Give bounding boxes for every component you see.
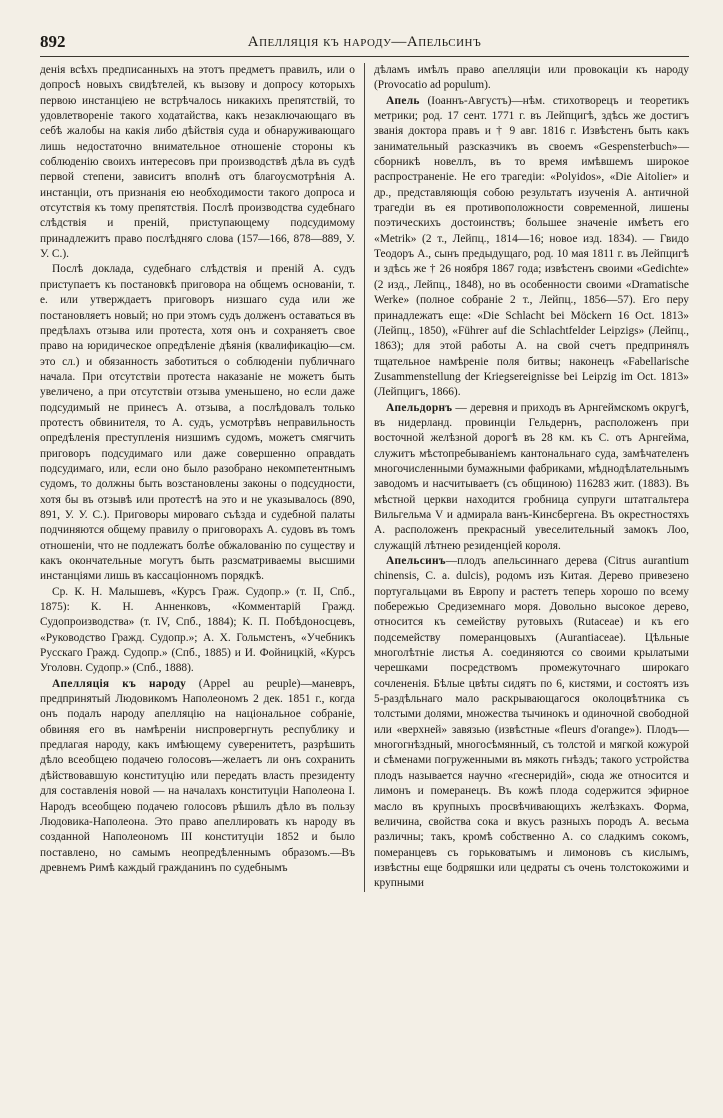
entry-text: — деревня и приходъ въ Арнгеймскомъ округѣ, въ нидерланд. провинціи Гельдернъ, расположенъ при восточной желѣзной дорогѣ въ 28 км. къ С. отъ Арнгейма, служитъ мѣстопребываніемъ кантональнаго суда, замѣчателенъ многочисленными бумажными фабриками, мѣднодѣлательнымъ заводомъ и насчитываетъ (съ общиною) 116283 жит. (1883). Въ мѣстной церкви находится гробница супруги штатгальтера Вильгельма V и адмирала ванъ-Кинсбергена. Въ окрестностяхъ А. расположенъ прекрасный увеселительный замокъ Лоо, служащій лѣтнею резиденціей короля. [374, 401, 689, 552]
entry-text: —плодъ апельсиннаго дерева (Citrus aurantium chinensis, C. a. dulcis), родомъ изъ Китая. Дерево привезено португальцами въ Европу и растетъ теперь хорошо по всему побережью Средиземнаго моря. Довольно высокое дерево, относится къ семейству рутовыхъ (Rutaceae) и къ его подсемейству померанцовыхъ (Aurantiaceae). Цѣльные многолѣтніе листья А. соединяются со своими крылатыми черешками посредствомъ промежуточнаго широкаго сочлененія. Бѣлые цвѣты сидятъ по 6, кистями, и состоятъ изъ 5-раздѣльнаго мало раскрывающагося околоцвѣтника съ толстыми долями, множества тычинокъ и одиночной свободной или «верхней» завязью (извѣстные «fleurs d'orange»). Плодъ—многогнѣздный, многосѣмянный, съ толстой и мягкой кожурой и сѣменами погруженными въ мякоть гнѣздъ; такого устройства плодъ называется научно «геснеридій», сюда же относится и лимонъ и померанецъ. Въ кожѣ плода содержится эфирное масло въ крупныхъ просвѣчивающихъ желѣзкахъ. Форма, величина, свойства сока и вкусъ разныхъ породъ А. весьма различны; такъ, кромѣ собственно А. со сладкимъ сокомъ, померанцевъ съ горьковатымъ и лимоновъ съ кислымъ, извѣстны еще бодряшки или цедраты съ очень толстокожими и крупными [374, 555, 689, 890]
paragraph: дѣламъ имѣлъ право апелляціи или провокаціи къ народу (Provocatio ad populum). [374, 64, 689, 92]
entry-headword: Апельдорнъ [386, 401, 453, 414]
left-column [40, 63, 365, 892]
paragraph: Послѣ доклада, судебнаго слѣдствія и преній А. судъ приступаетъ къ постановкѣ приговора на общемъ основаніи, т. е. или утверждаетъ приговоръ низшаго суда или же постановляетъ новый; но при этомъ судъ долженъ оставаться въ предѣлахъ отзыва или протеста, хотя онъ и сохраняетъ свое право на юридическое опредѣленіе дѣянія (квалификацію—см. это сл.) и обязанность заботиться о соблюденіи публичнаго начала. При отсутствіи протеста наказаніе не можетъ быть увеличено, а при отсутствіи отзыва уменьшено, но если даже подсудимый не принесъ А. отзыва, а послѣдовалъ только протестъ обвинителя, то А. судъ, усмотрѣвъ неправильность опредѣленія преступленія низшимъ судомъ, можетъ смягчить приговоръ подсудимаго или даже совершенно оправдать подсудимаго, или, если оно было разобрано некомпетентнымъ судомъ, то должны быть возстановлены законы о подсудности, хотя бы въ отзывѣ или протестѣ на это и не указывалось (890, 891, У. У. С.). Приговоры мироваго съѣзда и судебной палаты подчиняются общему правилу о приговорахъ А. судовъ въ томъ отношеніи, что не подлежатъ болѣе обжалованію по существу и какъ окончательные могутъ быть разсматриваемы высшими инстанціями лишь въ кассаціонномъ порядкѣ. [40, 263, 355, 583]
page-header [40, 30, 689, 57]
entry-text: (Іоаннъ-Августъ)—нѣм. стихотворецъ и теоретикъ метрики; род. 17 сент. 1771 г. въ Лейпцигѣ, здѣсь же достигъ званія доктора правъ и † 9 авг. 1816 г. Извѣстенъ быть какъ занимательный разсказчикъ въ своемъ «Gespensterbuch»—сборникѣ новеллъ, въ то время имѣвшемъ широкое распространеніе. Не его трагедіи: «Polyidos», «Die Aitolier» и др., представляющія собою результатъ изученія А. античной трагедіи въ ея противоположности современной, лишены поэтическихъ достоинствъ; большее значеніе имѣетъ его «Metrik» (2 т., Лейпц., 1814—16; новое изд. 1834). — Гвидо Теодоръ А., сынъ предыдущаго, род. 10 мая 1811 г. въ Лейпцигѣ и здѣсь же † 26 ноября 1867 года; извѣстенъ своими «Gedichte» (2 изд., Лейпц., 1848), но въ особенности своими «Dramatische Werke» (полное собраніе 2 т., Лейпц., 1856—57). Его перу принадлежатъ еще: «Die Schlacht bei Möckern 16 Oct. 1813» (Лейпц., 1850), «Führer auf die Schlachtfelder Leipzigs» (Лейпц., 1863); для этой работы А. на свой счетъ предпринялъ тщательное намѣреніе поля битвы; наконецъ «Fabellarische Zusammenstellung der Kriegsereignisse bei Leipzig im Oct. 1813» (Лейпцигъ, 1866). [374, 94, 689, 399]
entry-text: (Appel au peuple)—маневръ, предпринятый Людовикомъ Наполеономъ 2 дек. 1851 г., когда онъ подалъ народу апелляцію на національное собраніе, обвиняя его въ намѣреніи ниспровергнуть республику и предлагая народу, какъ имѣющему суверенитетъ, разрѣшить дѣло всеобщею подачею голосовъ—желаетъ ли онъ сохранить дѣйствовавшую конституцію или передать власть президенту для составленія новой — на началахъ конституціи Наполеона I. Народъ всеобщею подачею голосовъ рѣшилъ дѣло въ пользу Людовика-Наполеона. Это право апеллировать къ народу въ созданной Наполеономъ III конституціи 1852 и было поставлено, но самымъ неопредѣленнымъ образомъ.—Въ древнемъ Римѣ каждый гражданинъ по судебнымъ [40, 677, 355, 874]
right-column [365, 63, 689, 892]
bibliography: Ср. К. Н. Малышевъ, «Курсъ Граж. Судопр.» (т. II, Спб., 1875): К. Н. Анненковъ, «Комментарій Гражд. Судопроизводства» (т. IV, Спб., 1884); К. П. Побѣдоносцевъ, «Руководство Гражд. Судопр.»; А. Х. Гольмстенъ, «Учебникъ Русскаго Гражд. Судопр.» (Спб., 1885) и И. Фойницкій, «Курсъ Уголовн. Судопр.» (Спб., 1888). [40, 585, 355, 675]
paragraph: денія всѣхъ предписанныхъ на этотъ предметъ правилъ, или о допросѣ новыхъ свидѣтелей, къ вызову и допросу которыхъ первою инстанціею не встрѣчалось никакихъ препятствій, то удовлетвореніе такого ходатайства, какъ незаключающаго въ себѣ жалобы на какія либо дѣйствія суда и обнаруживающаго лишь недостаточно внимательное отношеніе стороны къ соблюденію своихъ интересовъ при производствѣ дѣла въ судѣ первой степени, зависитъ вполнѣ отъ благоусмотрѣнія А. инстанціи, отъ признанія ею необходимости такого допроса и отсутствія къ тому препятствія. Послѣ производства судебнаго слѣдствія и преній, приступающему подсудимому принадлежитъ право послѣдняго слова (157—166, 878—889, У. У. С.). [40, 64, 355, 261]
entry-headword: Апелляція къ народу [52, 677, 187, 690]
entry-apeldoorn [374, 401, 689, 554]
entry-headword: Апель [386, 94, 420, 107]
page-number: 892 [40, 32, 66, 51]
entry-appeal-to-people [40, 677, 355, 876]
running-head: Апелляція къ народу—Апельсинъ [247, 34, 482, 50]
text-columns [40, 63, 689, 892]
entry-headword: Апельсинъ [386, 555, 446, 567]
entry-apel [374, 94, 689, 401]
entry-orange [374, 554, 689, 892]
